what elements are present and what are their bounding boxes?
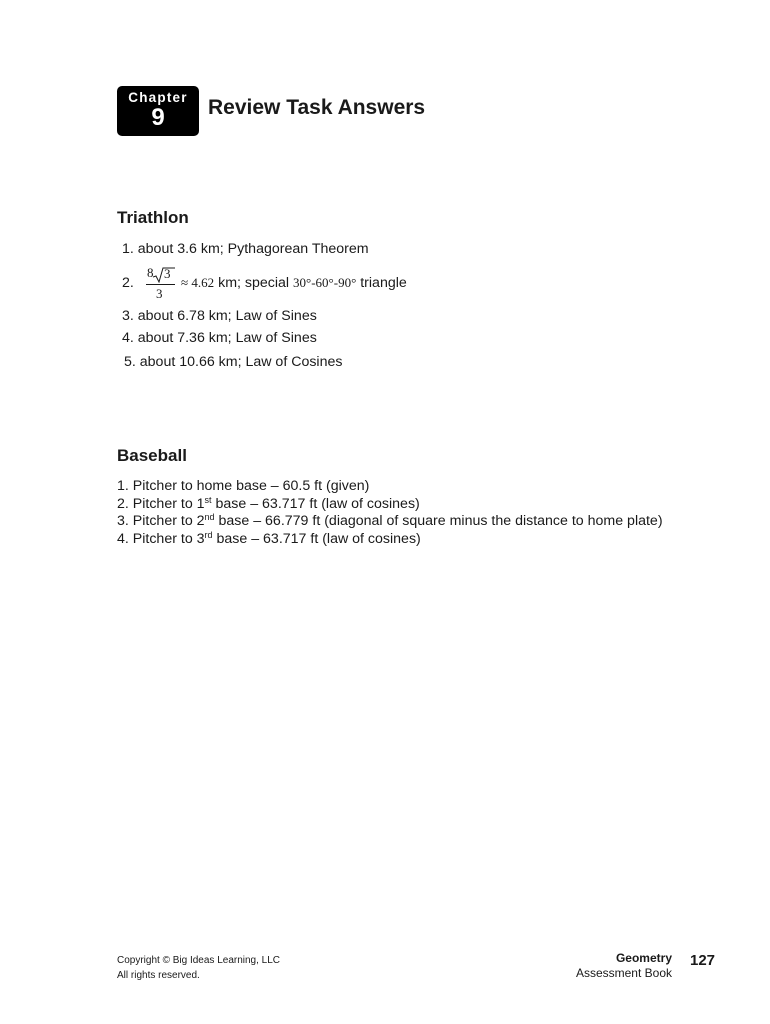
fraction-8-root-3-over-3 <box>145 265 177 305</box>
item-prefix: 2. Pitcher to 1 <box>117 496 205 512</box>
fraction-radicand: 3 <box>164 266 171 281</box>
copyright-block <box>117 953 280 983</box>
book-subtitle: Assessment Book <box>575 966 672 980</box>
triathlon-item-4: 4. about 7.36 km; Law of Sines <box>122 330 317 346</box>
triathlon-item-1: 1. about 3.6 km; Pythagorean Theorem <box>122 241 369 257</box>
chapter-label: Chapter <box>128 90 188 105</box>
page-number: 127 <box>690 952 716 969</box>
item-prefix: 3. Pitcher to 2 <box>117 513 205 529</box>
ordinal-suffix: nd <box>204 512 215 522</box>
fraction-numerator-coefficient: 8 <box>147 265 154 280</box>
unit-text: km; special <box>218 275 290 291</box>
ordinal-suffix: st <box>204 495 212 505</box>
page-title: Review Task Answers <box>208 96 426 119</box>
copyright-text: Copyright © Big Ideas Learning, LLC <box>117 955 281 966</box>
triathlon-item-2-number: 2. <box>122 275 134 291</box>
fraction-denominator: 3 <box>156 286 163 301</box>
triathlon-item-3: 3. about 6.78 km; Law of Sines <box>122 308 317 324</box>
chapter-number: 9 <box>151 104 165 131</box>
item-suffix: base – 66.779 ft (diagonal of square minus the distance to home plate) <box>214 513 663 529</box>
rights-text: All rights reserved. <box>117 970 200 981</box>
ordinal-suffix: rd <box>204 530 213 540</box>
triathlon-item-5: 5. about 10.66 km; Law of Cosines <box>124 354 343 370</box>
book-title: Geometry <box>615 951 672 965</box>
baseball-item-4 <box>117 531 421 547</box>
angle-notation: 30°-60°-90° <box>293 275 357 290</box>
baseball-heading: Baseball <box>117 446 187 465</box>
baseball-item-3 <box>117 513 663 529</box>
fraction-bar <box>146 284 175 285</box>
item-suffix: base – 63.717 ft (law of cosines) <box>212 531 421 547</box>
chapter-badge <box>117 86 199 136</box>
baseball-item-1: 1. Pitcher to home base – 60.5 ft (given) <box>117 478 370 494</box>
item-2-suffix: triangle <box>360 275 407 291</box>
book-info <box>576 951 672 981</box>
approx-value: ≈ 4.62 <box>181 275 215 290</box>
item-prefix: 4. Pitcher to 3 <box>117 531 205 547</box>
triathlon-item-2-text <box>181 275 407 291</box>
triathlon-heading: Triathlon <box>117 208 189 227</box>
baseball-item-2 <box>117 496 420 512</box>
item-suffix: base – 63.717 ft (law of cosines) <box>211 496 420 512</box>
